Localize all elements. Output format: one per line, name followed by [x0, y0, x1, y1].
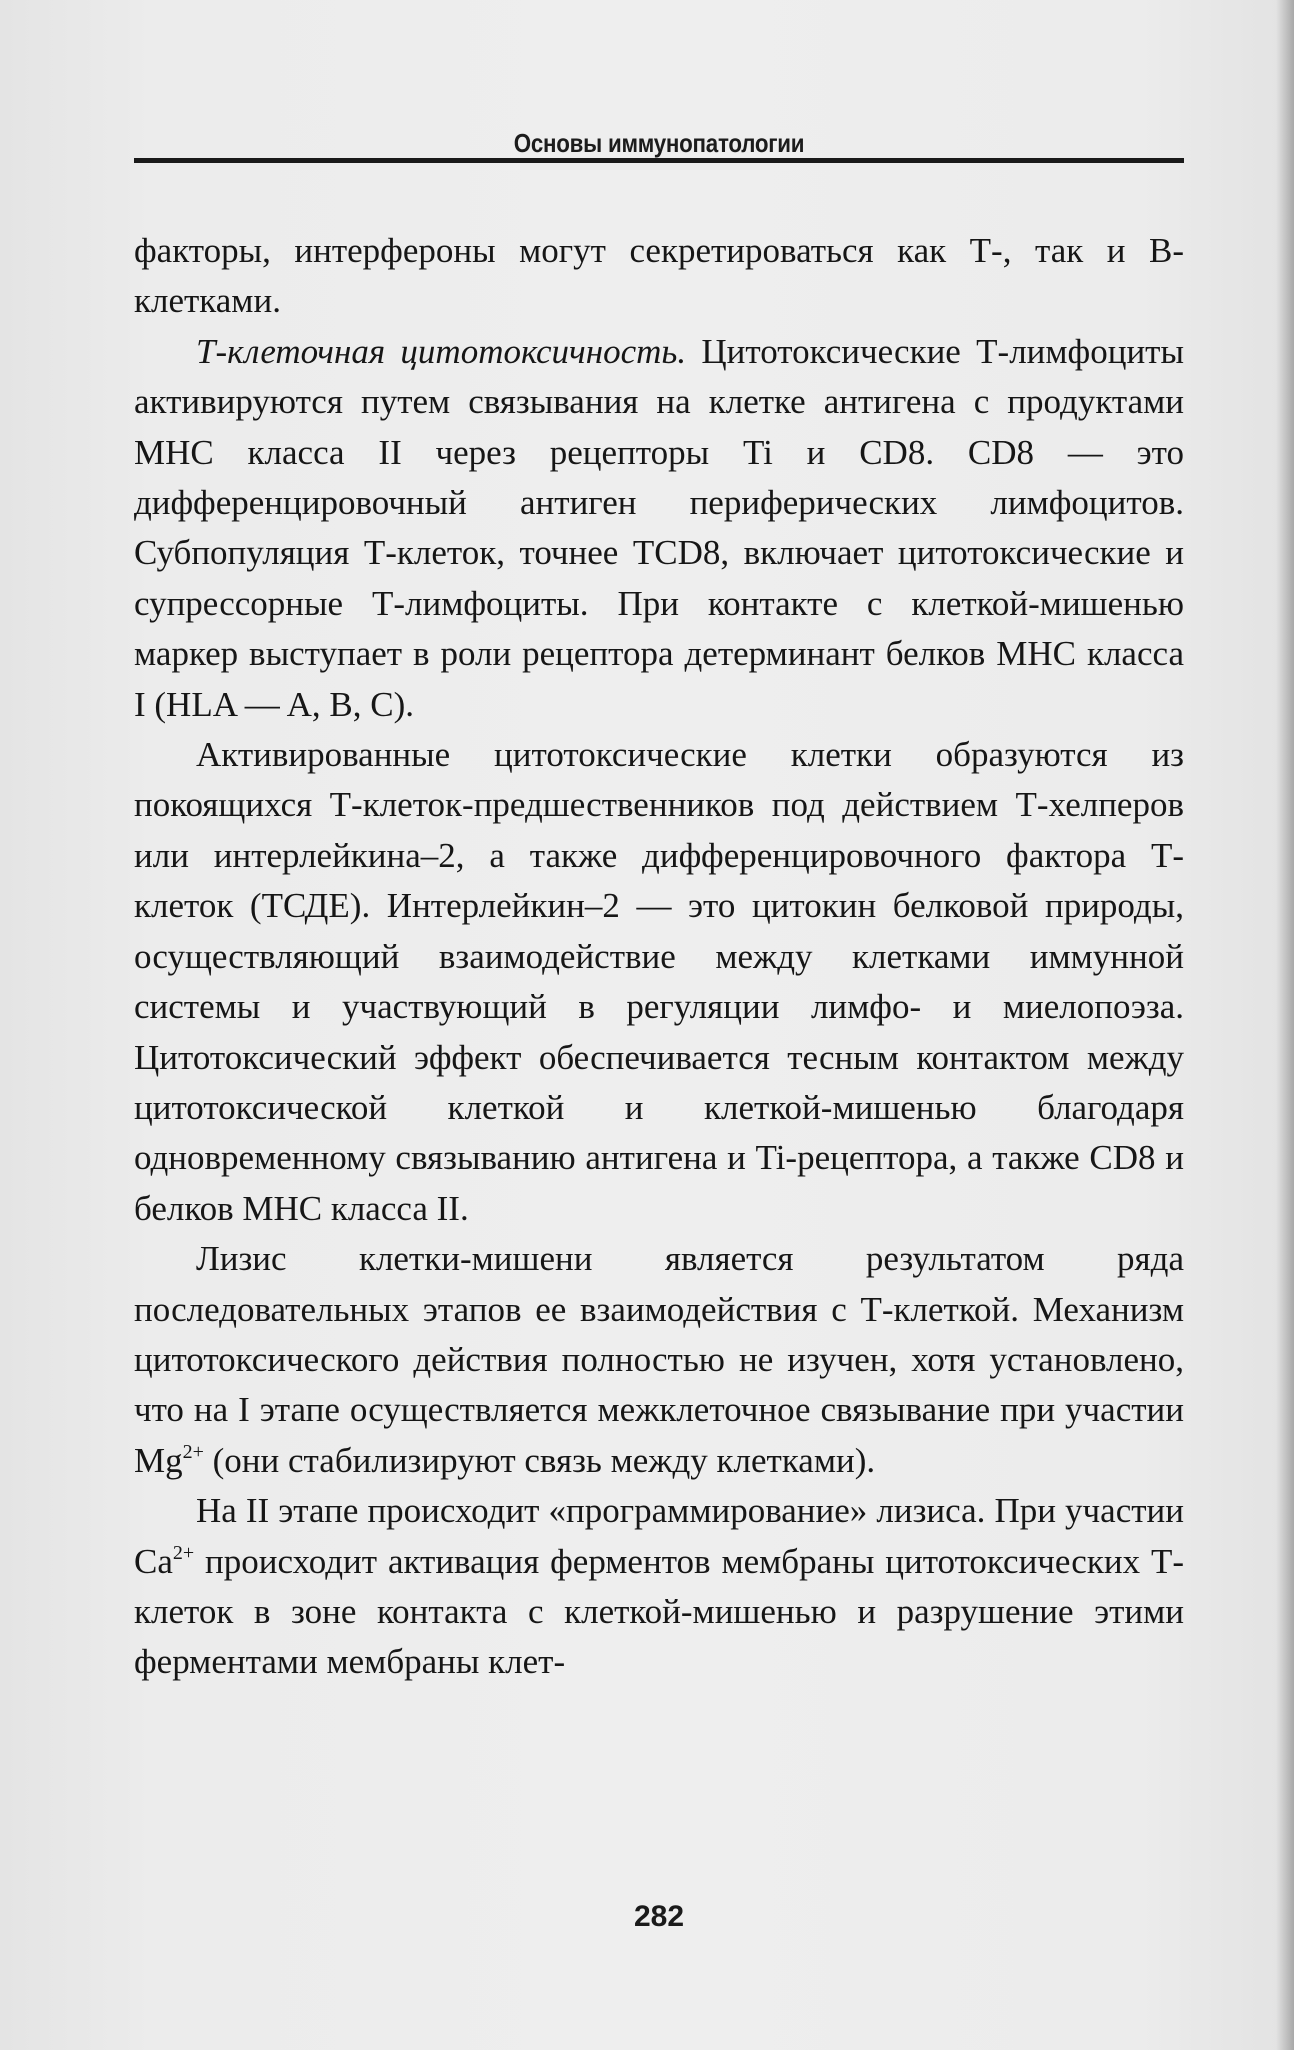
paragraph-lysis-stage-2	[134, 1486, 1184, 1688]
page-number: 282	[633, 1900, 685, 1933]
italic-term: Т-клеточная цитотоксичность.	[196, 331, 687, 371]
body-text	[134, 226, 1184, 1688]
superscript-charge: 2+	[182, 1440, 204, 1463]
paragraph-text: Активированные цитотоксические клетки образуются из покоящихся Т-клеток-предшественников под действием Т-хелперов или интерлейкина–2, а также дифференцировочного фактора Т-клеток (ТСДЕ). Интерлейкин–2 — это цитокин белковой природы, осуществляющий взаимодействие между клетками иммунной системы и участвующий в регуляции лимфо- и миелопоэза. Цитотоксический эффект обеспечивается тесным контактом между цитотоксической клеткой и клеткой-мишенью благодаря одновременному связыванию антигена и Ti-рецептора, а также CD8 и белков МНС класса II.	[134, 735, 1184, 1228]
superscript-charge: 2+	[172, 1541, 195, 1564]
paragraph-text: (они стабилизируют связь между клетками).	[203, 1440, 876, 1480]
running-title: Основы иммунопатологии	[513, 128, 805, 158]
paragraph-t-cell-cytotoxicity	[134, 327, 1184, 730]
header-rule	[134, 158, 1184, 163]
paragraph-continuation	[134, 226, 1184, 327]
paragraph-text: происходит активация ферментов мембраны цитотоксических Т-клеток в зоне контакта с клеткой-мишенью и разрушение этими ферментами мембраны клет-	[134, 1541, 1184, 1682]
paragraph-text: На II этапе происходит «программирование» лизиса. При участии Ca	[134, 1491, 1184, 1581]
paragraph-text: Цитотоксические Т-лимфоциты активируются путем связывания на клетке антигена с продуктами МНС класса II через рецепторы Ti и CD8. CD8 — это дифференцировочный антиген периферических лимфоцитов. Субпопуляция Т-клеток, точнее TCD8, включает цитотоксические и супрессорные Т-лимфоциты. При контакте с клеткой-мишенью маркер выступает в роли рецептора детерминант белков МНС класса I (HLA — A, B, C).	[134, 331, 1184, 724]
paragraph-activated-cells	[134, 730, 1184, 1234]
paragraph-lysis-stage-1	[134, 1234, 1184, 1486]
paragraph-text: факторы, интерфероны могут секретироваться как Т-, так и В-клетками.	[134, 231, 1184, 321]
page-edge-shadow	[1276, 0, 1294, 2050]
paragraph-text: Лизис клетки-мишени является результатом ряда последовательных этапов ее взаимодействия с Т-клеткой. Механизм цитотоксического действия полностью не изучен, хотя установлено, что на I этапе осуществляется межклеточное связывание при участии Mg	[134, 1239, 1184, 1480]
